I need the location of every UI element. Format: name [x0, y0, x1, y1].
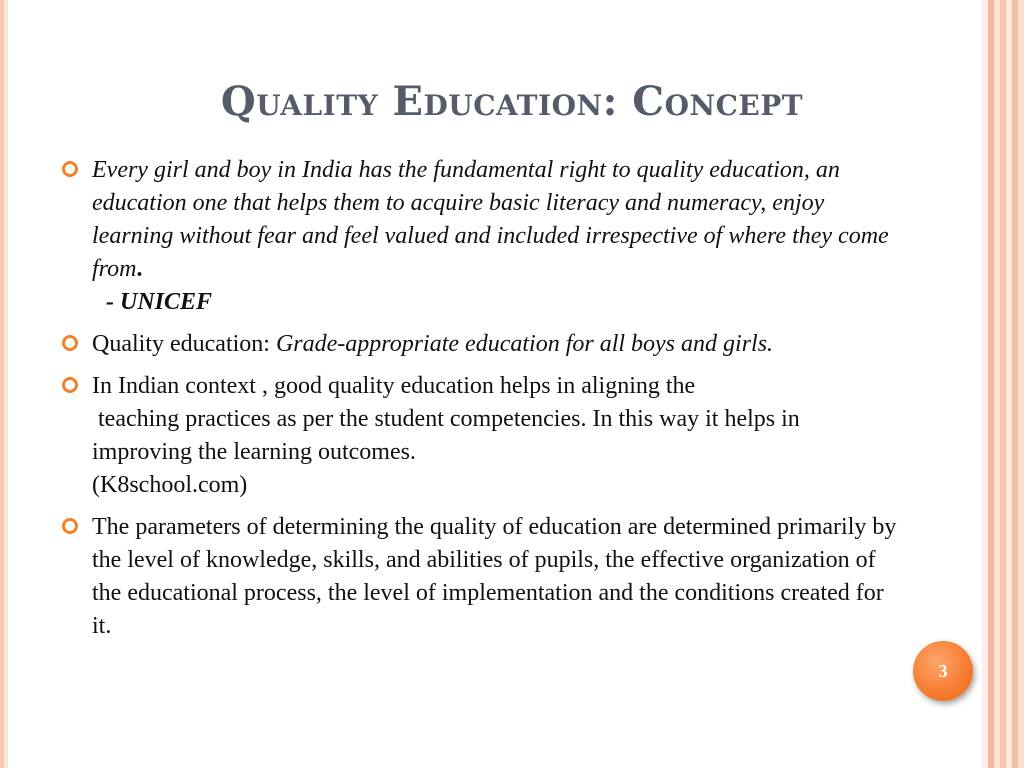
bullet-parameters	[60, 511, 900, 643]
bullet-ring-icon	[62, 161, 78, 177]
slide-title: Quality Education: Concept	[220, 78, 804, 125]
bullet-indian-context	[60, 370, 900, 502]
indian-context-source: (K8school.com)	[92, 472, 248, 498]
bullet-ring-icon	[62, 377, 78, 393]
definition-text: Grade-appropriate education for all boys and girls.	[275, 331, 774, 357]
bullet-unicef-quote	[60, 154, 900, 319]
bullet-ring-icon	[62, 518, 78, 534]
unicef-quote-text: Every girl and boy in India has the fundamental right to quality education, an education one that helps them to acquire basic literacy and numeracy, enjoy learning without fear and feel valued and included irrespective of where they come from	[92, 157, 889, 282]
parameters-text: The parameters of determining the quality of education are determined primarily by the level of knowledge, skills, and abilities of pupils, the effective organization of the educational process, the level of implementation and the conditions created for it.	[92, 514, 897, 639]
definition-label: Quality education:	[92, 331, 276, 357]
bullet-ring-icon	[62, 335, 78, 351]
unicef-attribution: - UNICEF	[106, 289, 213, 315]
indian-context-line1: In Indian context , good quality education helps in aligning the	[92, 373, 696, 399]
page-number-badge: 3	[913, 641, 973, 701]
slide-body	[60, 154, 900, 652]
unicef-quote-period: .	[136, 256, 143, 282]
bullet-quality-definition	[60, 328, 900, 361]
indian-context-line2: teaching practices as per the student competencies. In this way it helps in improving the learning outcomes.	[92, 406, 800, 465]
